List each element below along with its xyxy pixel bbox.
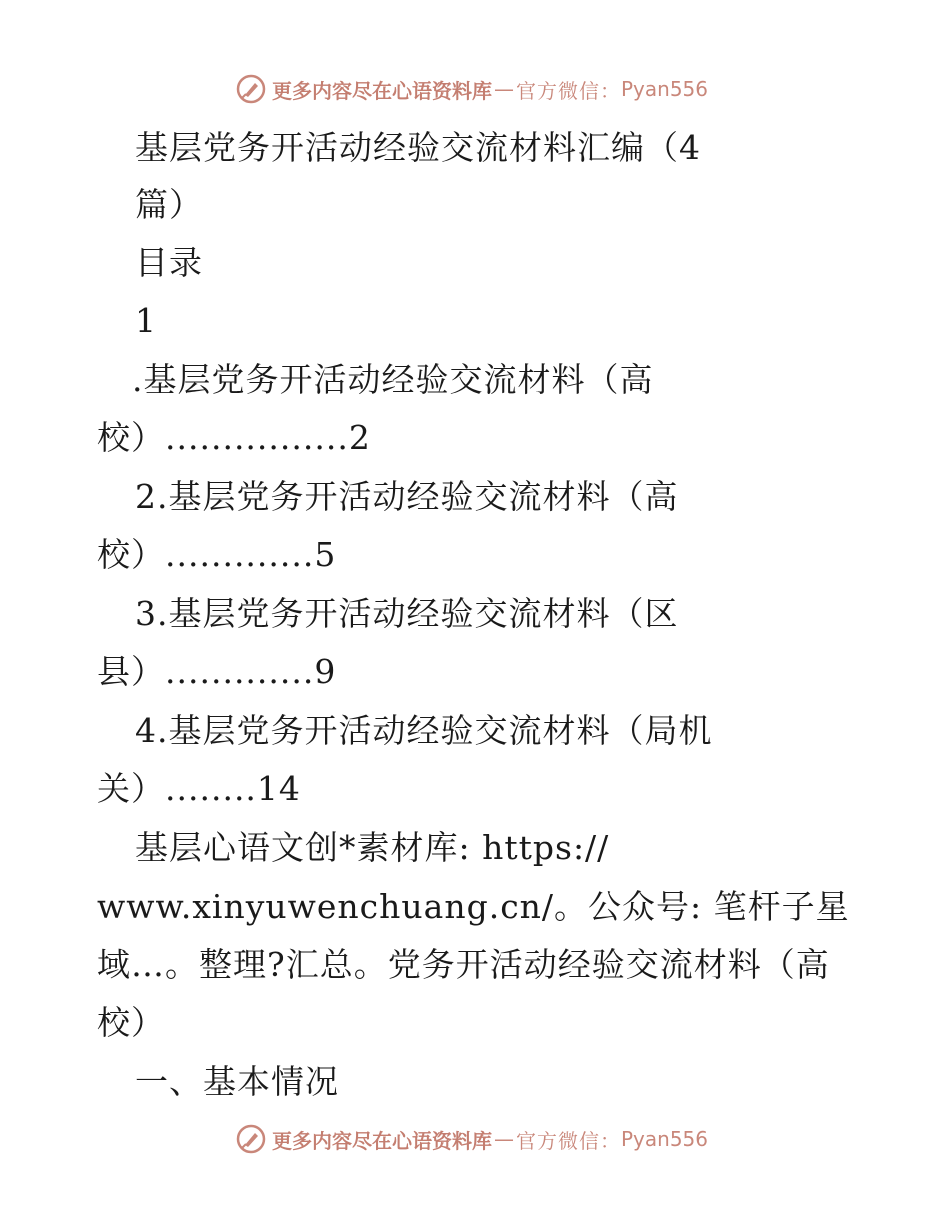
body-line-4: 校） <box>97 1003 165 1042</box>
watermark-label: 官方微信： <box>516 1128 621 1153</box>
watermark-wechat-id: Pyan556 <box>621 77 709 101</box>
section-heading: 一、基本情况 <box>135 1062 339 1101</box>
watermark-main-text: 更多内容尽在心语资料库 <box>272 78 492 103</box>
toc-item-2-page: 校）.............5 <box>97 535 337 574</box>
body-line-3: 域…。整理?汇总。党务开活动经验交流材料（高 <box>97 945 830 984</box>
toc-item-4-page: 关）........14 <box>97 769 301 808</box>
toc-item-1-title: .基层党务开活动经验交流材料（高 <box>132 360 654 399</box>
watermark-separator: — <box>494 77 514 101</box>
pen-nib-logo-icon <box>236 1124 266 1154</box>
body-line-1: 基层心语文创*素材库: https:// <box>135 828 610 867</box>
toc-item-2-title: 2.基层党务开活动经验交流材料（高 <box>135 477 679 516</box>
toc-item-1-number: 1 <box>135 301 157 340</box>
body-line-2: www.xinyuwenchuang.cn/。公众号: 笔杆子星 <box>97 887 850 926</box>
watermark-separator: — <box>494 1127 514 1151</box>
toc-item-3-title: 3.基层党务开活动经验交流材料（区 <box>135 594 679 633</box>
toc-item-4-title: 4.基层党务开活动经验交流材料（局机 <box>135 711 713 750</box>
pen-nib-logo-icon <box>236 74 266 104</box>
document-title-line-1: 基层党务开活动经验交流材料汇编（4 <box>135 128 701 167</box>
document-title-line-2: 篇） <box>135 185 203 224</box>
watermark-label: 官方微信： <box>516 78 621 103</box>
toc-item-1-page: 校）................2 <box>97 418 371 457</box>
toc-item-3-page: 县）.............9 <box>97 652 337 691</box>
watermark-wechat-id: Pyan556 <box>621 1127 709 1151</box>
watermark-main-text: 更多内容尽在心语资料库 <box>272 1128 492 1153</box>
watermark-header <box>236 72 708 106</box>
toc-heading: 目录 <box>135 243 203 282</box>
watermark-footer <box>236 1122 708 1156</box>
